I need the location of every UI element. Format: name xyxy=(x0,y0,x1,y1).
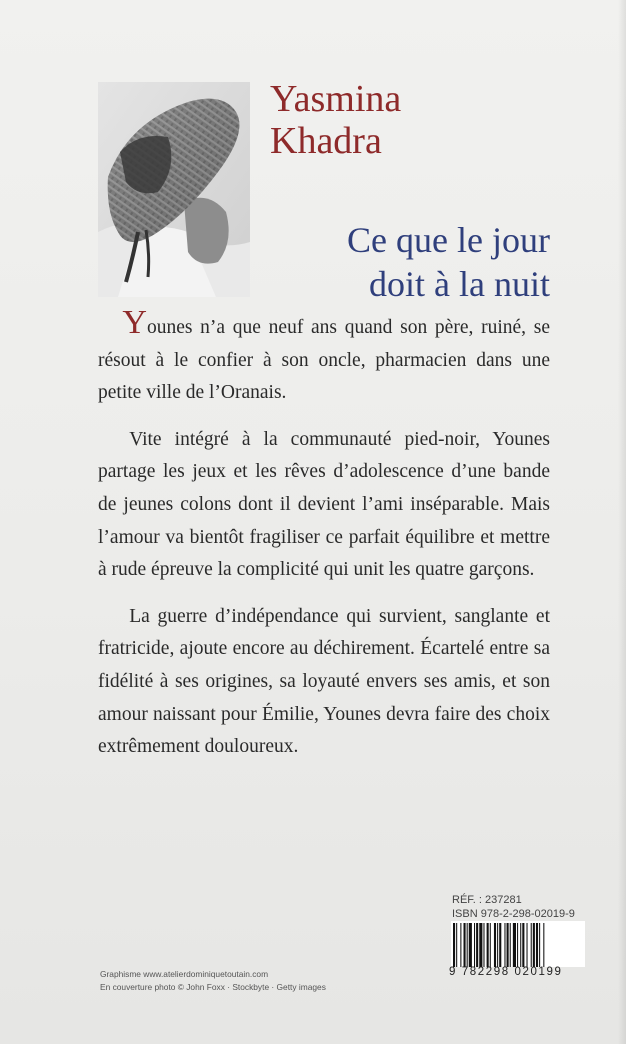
author-last-name: Khadra xyxy=(270,120,382,162)
barcode-bar xyxy=(527,923,528,967)
credits-cover-photo: En couverture photo © John Foxx · Stockbyte · Getty images xyxy=(100,981,326,992)
barcode-bar xyxy=(510,923,511,967)
book-title xyxy=(347,218,550,306)
barcode-bar xyxy=(513,923,516,967)
barcode-bar xyxy=(520,923,521,967)
drop-cap: Y xyxy=(122,304,147,341)
blurb-paragraph-3: La guerre d’indépendance qui survient, sanglante et fratricide, ajoute encore au déchirement. Écartelé entre sa fidélité à ses origines, sa loyauté envers ses amis, et son amour naissant pour Émilie, Younes devra faire des choix extrêmement douloureux. xyxy=(98,605,550,758)
blurb-paragraph-1-text: ounes n’a que neuf ans quand son père, ruiné, se résout à le confier à son oncle, pharmacien dans une petite ville de l’Oranais. xyxy=(98,317,550,404)
barcode-bar xyxy=(533,923,535,967)
barcode-bar xyxy=(476,923,478,967)
barcode-bar xyxy=(467,923,468,967)
blurb-paragraph-1 xyxy=(98,304,550,410)
blurb-paragraph-2: Vite intégré à la communauté pied-noir, Younes partage les jeux et les rêves d’adolescence d’une bande de jeunes colons dont il devient l’ami inséparable. Mais l’amour va bientôt fragiliser ce parfait équilibre et mettre à rude épreuve la complicité qui unit les quatre garçons. xyxy=(98,428,550,581)
barcode-digits: 9 782298 020199 xyxy=(449,966,563,978)
barcode-bar xyxy=(494,923,496,967)
barcode-bar xyxy=(517,923,518,967)
barcode-bar xyxy=(490,923,491,967)
barcode-bar xyxy=(497,923,498,967)
blurb xyxy=(98,304,550,778)
book-title-line1: Ce que le jour xyxy=(347,220,550,260)
barcode-bar xyxy=(507,923,509,967)
barcode-bar xyxy=(474,923,475,967)
barcode-bar xyxy=(543,923,544,967)
barcode-bar xyxy=(479,923,482,967)
reference-number: RÉF. : 237281 xyxy=(452,894,522,906)
barcode-bar xyxy=(531,923,532,967)
author-first-name: Yasmina xyxy=(270,78,402,120)
barcode-bars xyxy=(451,921,585,967)
barcode-bar xyxy=(456,923,457,967)
reference-block xyxy=(452,893,575,921)
barcode-bar xyxy=(453,923,455,967)
barcode-bar xyxy=(483,923,484,967)
author-photo xyxy=(98,82,250,297)
barcode-bar xyxy=(469,923,472,967)
barcode-bar xyxy=(464,923,466,967)
barcode-bar xyxy=(487,923,489,967)
barcode-bar xyxy=(504,923,505,967)
isbn: ISBN 978-2-298-02019-9 xyxy=(452,908,575,920)
barcode-bar xyxy=(539,923,540,967)
barcode-bar xyxy=(499,923,501,967)
author-name xyxy=(270,78,401,162)
barcode-bar xyxy=(522,923,524,967)
barcode-bar xyxy=(460,923,461,967)
barcode-bar xyxy=(536,923,538,967)
credits xyxy=(100,968,326,993)
book-title-line2: doit à la nuit xyxy=(369,264,550,304)
barcode xyxy=(451,921,585,967)
credits-design: Graphisme www.atelierdominiquetoutain.com xyxy=(100,969,269,979)
cover-edge-shadow xyxy=(618,0,626,1044)
